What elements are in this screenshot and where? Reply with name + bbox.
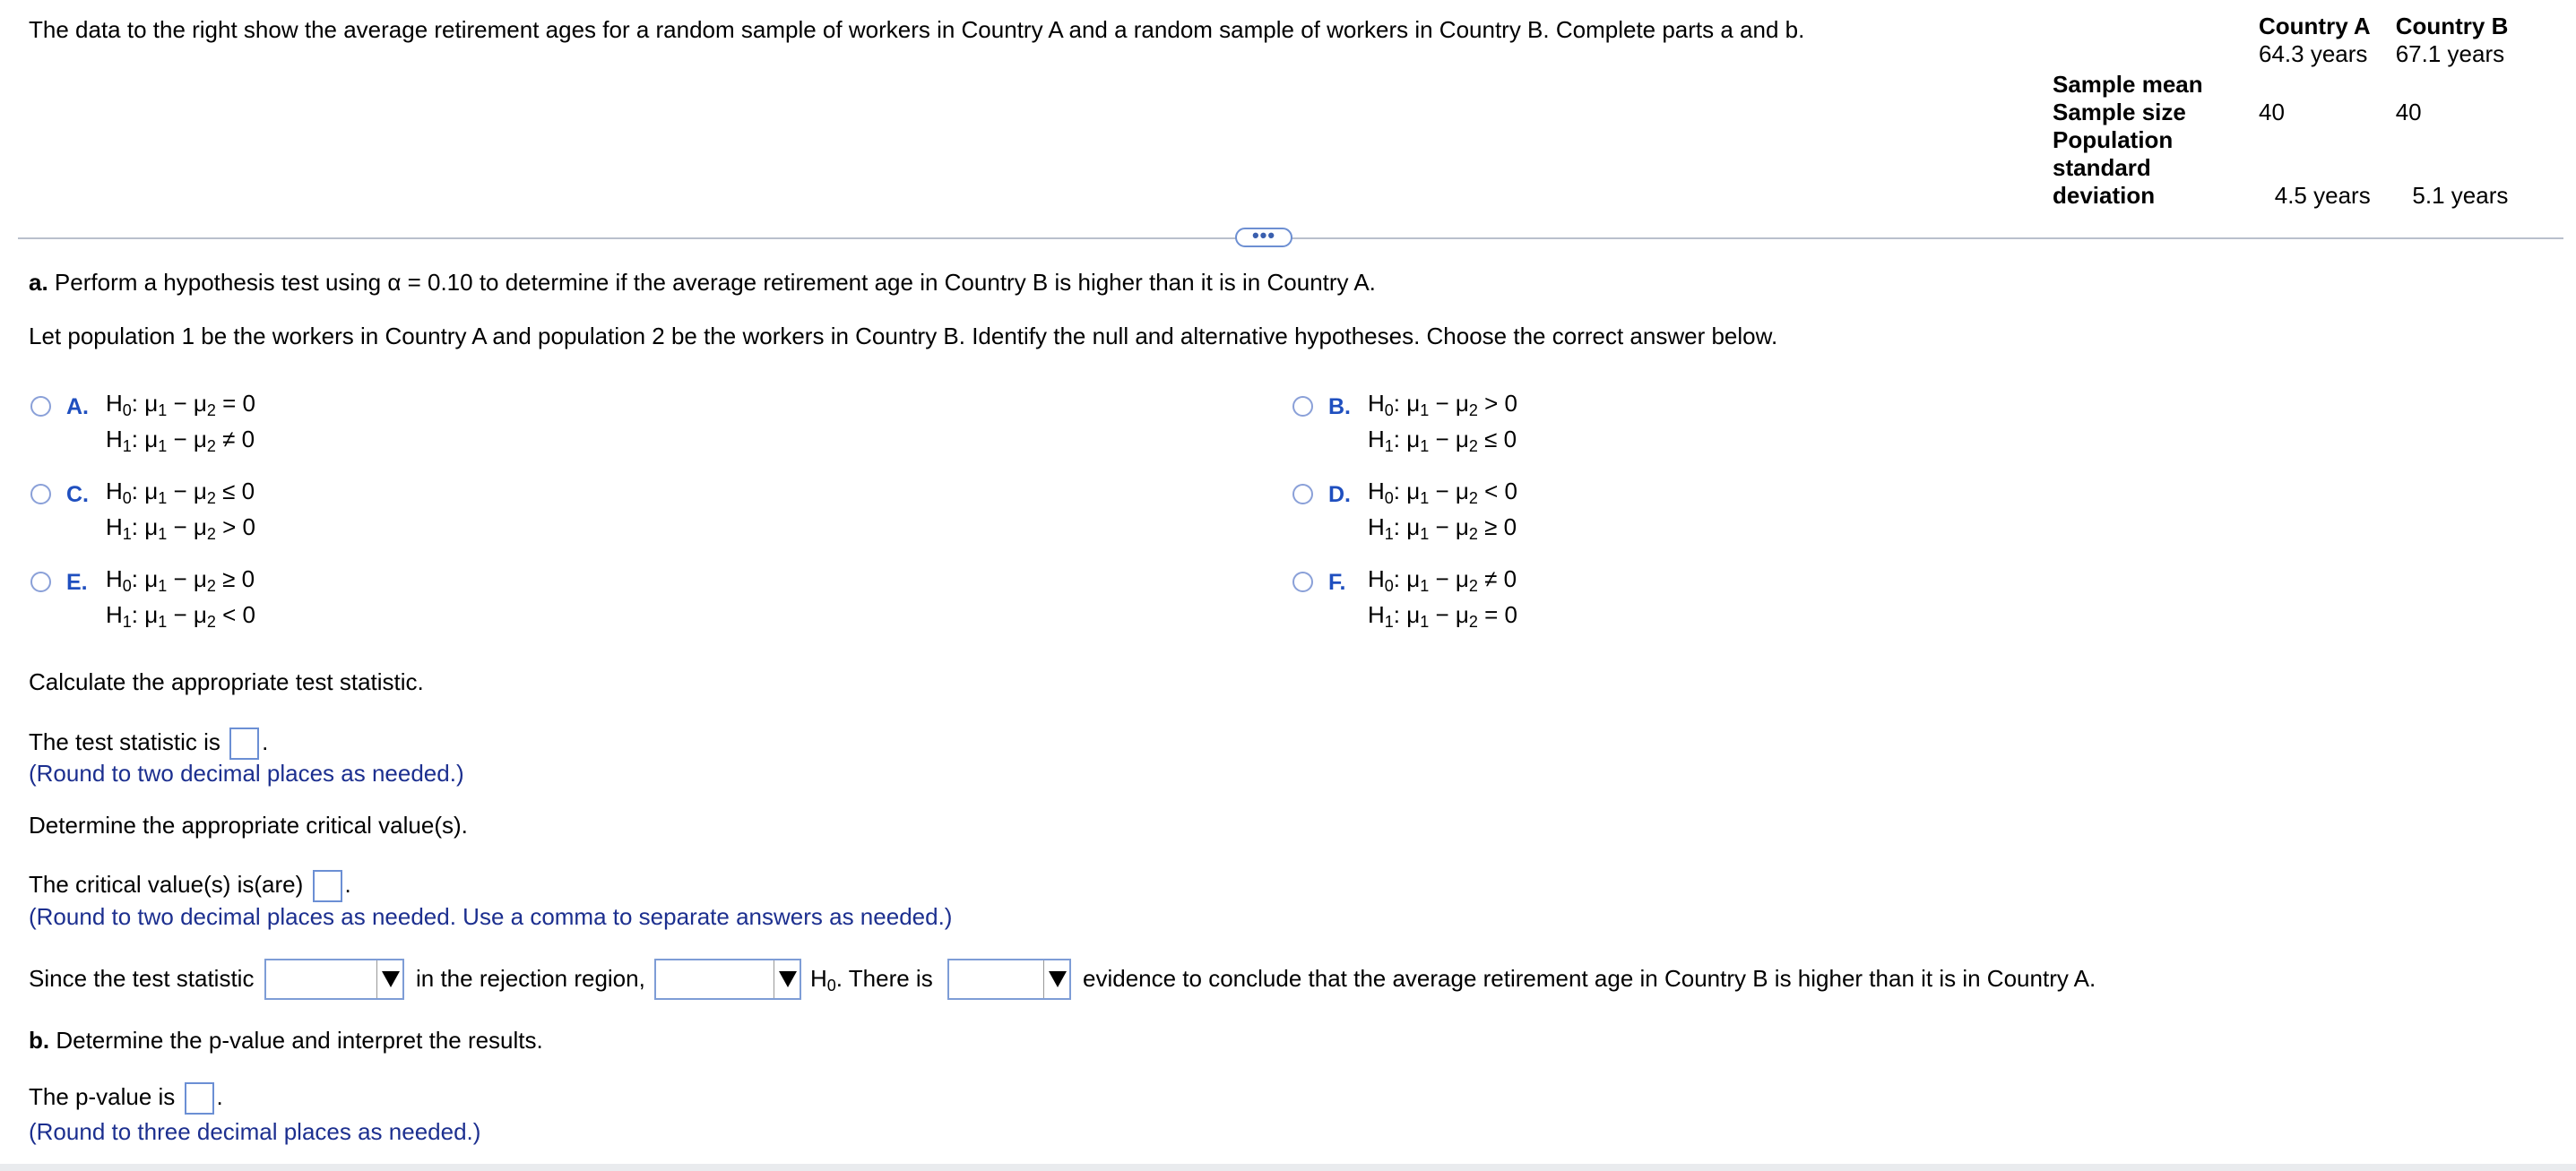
since-part4: evidence to conclude that the average retirement age in Country B is higher than it is in Country A. xyxy=(1083,965,2096,992)
header-country-a: Country A xyxy=(2259,13,2371,39)
radio-button[interactable] xyxy=(1292,396,1313,417)
calc-stat-text: Calculate the appropriate test statistic. xyxy=(29,668,424,695)
alternative-hypothesis: $H_1$: $\mu_1 - \mu_2 = 0$ xyxy=(1368,601,1517,631)
critical-value-input[interactable] xyxy=(313,870,342,902)
row-label-population-sd: Population standard deviation xyxy=(2053,126,2174,209)
radio-button[interactable] xyxy=(30,396,51,417)
part-a-instruction: Let population 1 be the workers in Country A and population 2 be the workers in Country B. Identify the null and alternative hypotheses. Choose the correct answer below. xyxy=(29,323,1778,349)
since-part2: in the rejection region, xyxy=(416,965,645,992)
value-b-size: 40 xyxy=(2395,99,2422,125)
bottom-scroll-bar xyxy=(0,1164,2576,1171)
chevron-down-icon xyxy=(376,960,402,998)
radio-button[interactable] xyxy=(1292,484,1313,504)
option-letter: A. xyxy=(66,394,89,419)
null-hypothesis: $H_0$: $\mu_1 - \mu_2 \ge 0$ xyxy=(106,565,255,595)
p-value-input[interactable] xyxy=(185,1082,214,1115)
alternative-hypothesis: $H_1$: $\mu_1 - \mu_2 > 0$ xyxy=(106,513,255,543)
more-options-button[interactable]: ••• xyxy=(1235,228,1292,247)
crit-value-line: The critical value(s) is(are) . xyxy=(29,866,351,902)
option-letter: B. xyxy=(1328,394,1351,419)
alternative-hypothesis: $H_1$: $\mu_1 - \mu_2 \le 0$ xyxy=(1368,426,1517,455)
null-hypothesis: $H_0$: $\mu_1 - \mu_2 < 0$ xyxy=(1368,478,1517,507)
data-table xyxy=(2042,13,2520,210)
null-hypothesis: $H_0$: $\mu_1 - \mu_2 = 0$ xyxy=(106,390,255,419)
alternative-hypothesis: $H_1$: $\mu_1 - \mu_2 < 0$ xyxy=(106,601,255,631)
reject-decision-dropdown[interactable] xyxy=(654,959,801,1000)
option-letter: C. xyxy=(66,482,89,507)
test-statistic-input[interactable] xyxy=(229,728,259,760)
header-country-b: Country B xyxy=(2395,13,2509,39)
value-a-sd: 4.5 years xyxy=(2274,182,2371,209)
null-hypothesis: $H_0$: $\mu_1 - \mu_2 \ne 0$ xyxy=(1368,565,1517,595)
value-a-mean: 64.3 years xyxy=(2259,40,2368,67)
null-hypothesis: $H_0$: $\mu_1 - \mu_2 > 0$ xyxy=(1368,390,1517,419)
null-hypothesis: $H_0$: $\mu_1 - \mu_2 \le 0$ xyxy=(106,478,255,507)
test-stat-line: The test statistic is . xyxy=(29,724,268,760)
radio-button[interactable] xyxy=(30,572,51,592)
row-label-sample-mean: Sample mean xyxy=(2053,71,2203,98)
alternative-hypothesis: $H_1$: $\mu_1 - \mu_2 \ne 0$ xyxy=(106,426,255,455)
pvalue-line: The p-value is . xyxy=(29,1079,223,1115)
row-label-sample-size: Sample size xyxy=(2053,99,2186,125)
alternative-hypothesis: $H_1$: $\mu_1 - \mu_2 \ge 0$ xyxy=(1368,513,1517,543)
value-b-sd: 5.1 years xyxy=(2412,182,2509,209)
since-part1: Since the test statistic xyxy=(29,965,255,992)
part-b-prompt: b. Determine the p-value and interpret the results. xyxy=(29,1027,543,1054)
since-part3: $H_0$. There is xyxy=(810,965,933,994)
value-a-size: 40 xyxy=(2259,99,2285,125)
test-stat-region-dropdown[interactable] xyxy=(264,959,404,1000)
chevron-down-icon xyxy=(1043,960,1069,998)
round-two-comma-hint: (Round to two decimal places as needed. Use a comma to separate answers as needed.) xyxy=(29,903,953,930)
part-a-prompt: a. Perform a hypothesis test using α = 0.10 to determine if the average retirement age in Country B is higher than it is in Country A. xyxy=(29,269,1376,296)
round-three-hint: (Round to three decimal places as needed.) xyxy=(29,1118,481,1145)
option-letter: F. xyxy=(1328,570,1346,595)
round-two-hint: (Round to two decimal places as needed.) xyxy=(29,760,464,787)
option-letter: E. xyxy=(66,570,88,595)
value-b-mean: 67.1 years xyxy=(2395,40,2505,67)
radio-button[interactable] xyxy=(30,484,51,504)
radio-button[interactable] xyxy=(1292,572,1313,592)
evidence-dropdown[interactable] xyxy=(947,959,1071,1000)
option-letter: D. xyxy=(1328,482,1351,507)
chevron-down-icon xyxy=(774,960,800,998)
problem-intro: The data to the right show the average retirement ages for a random sample of workers in Country A and a random sample of workers in Country B. Complete parts a and b. xyxy=(29,16,1805,43)
determine-crit-text: Determine the appropriate critical value(s). xyxy=(29,812,468,839)
